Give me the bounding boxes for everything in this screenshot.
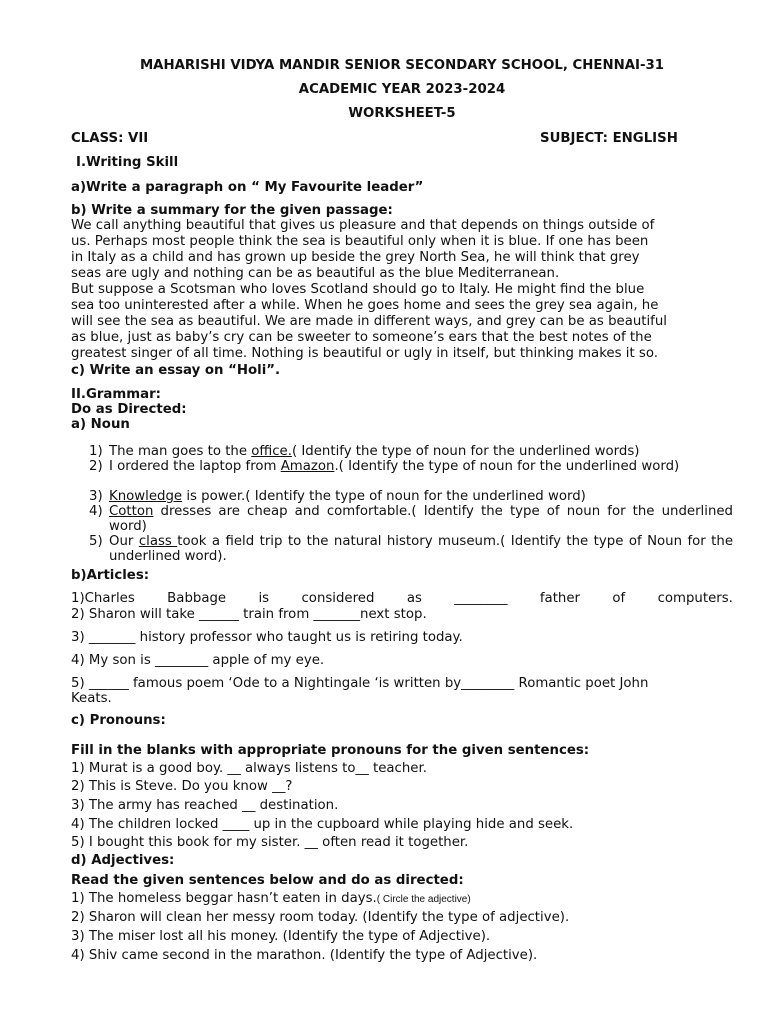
item-text: The man goes to the [109,444,252,459]
adjective-item: 2) Sharon will clean her messy room today. (Identify the type of adjective). [71,910,570,925]
item-note: ( Circle the adjective) [376,894,471,905]
adjectives-instruction: Read the given sentences below and do as directed: [71,873,464,888]
word: 1)Charles [71,591,135,606]
noun-heading: a) Noun [71,417,130,432]
passage-line: greatest singer of all time. Nothing is beautiful or ugly in itself, but thinking makes it so. [71,345,658,361]
word: Babbage [167,591,227,606]
grammar-subheading: Do as Directed: [71,402,187,417]
article-item-2: 2) Sharon will take ______ train from _______next stop. [71,607,427,622]
pronoun-item: 3) The army has reached __ destination. [71,798,339,813]
pronouns-instruction: Fill in the blanks with appropriate pronouns for the given sentences: [71,743,590,758]
passage-line: in Italy as a child and has grown up beside the grey North Sea, he will think that grey [71,249,640,265]
article-item-5: 5) ______ famous poem ‘Ode to a Nightingale ‘is written by________ Romantic poet John [71,676,649,691]
underlined-word: office. [251,444,292,459]
subject-label: SUBJECT: ENGLISH [540,131,678,146]
adjectives-heading: d) Adjectives: [71,853,175,868]
noun-item [89,444,733,459]
word: considered [301,591,375,606]
word: as [406,591,422,606]
item-instruction: dresses are cheap and comfortable.( Identify the type of noun for the underlined word) [109,504,733,534]
item-number: 5) [89,534,103,549]
article-item-3: 3) _______ history professor who taught us is retiring today. [71,630,463,645]
academic-year: ACADEMIC YEAR 2023-2024 [298,82,506,97]
article-item-1 [71,590,733,607]
item-instruction: .( Identify the type of noun for the underlined word) [334,459,680,474]
passage-paragraph-1 [71,218,733,282]
noun-item [89,534,733,564]
underlined-word: class [138,534,178,549]
pronoun-item: 5) I bought this book for my sister. __ often read it together. [71,835,469,850]
writing-task-a: a)Write a paragraph on “ My Favourite leader” [71,180,424,195]
adjective-item [71,890,471,908]
item-number: 3) [89,489,103,504]
item-instruction: ( Identify the type of noun for the underlined words) [291,444,640,459]
item-number: 2) [89,459,103,474]
class-label: CLASS: VII [71,131,149,146]
passage-line: But suppose a Scotsman who loves Scotland should go to Italy. He might find the blue [71,282,645,297]
item-instruction: is power.( Identify the type of noun for the underlined word) [182,489,586,504]
writing-heading: I.Writing Skill [76,155,179,170]
passage-paragraph-2 [71,282,733,362]
underlined-word: Cotton [109,504,154,519]
underlined-word: Knowledge [109,489,183,504]
word: is [258,591,270,606]
word: father [539,591,580,606]
pronoun-item: 1) Murat is a good boy. __ always listens to__ teacher. [71,761,427,776]
passage-line: will see the sea as beautiful. We are made in different ways, and grey can be as beautiful [71,313,667,329]
adjective-item: 3) The miser lost all his money. (Identify the type of Adjective). [71,929,491,944]
school-name: MAHARISHI VIDYA MANDIR SENIOR SECONDARY SCHOOL, CHENNAI-31 [139,58,665,73]
adjective-item: 4) Shiv came second in the marathon. (Identify the type of Adjective). [71,948,538,963]
item-text: 1) The homeless beggar hasn’t eaten in days. [71,891,377,906]
writing-task-c: c) Write an essay on “Holi”. [71,363,281,378]
item-text: Our [109,534,139,549]
item-number: 1) [89,444,103,459]
passage-line: We call anything beautiful that gives us pleasure and that depends on things outside of [71,218,655,233]
noun-item [89,504,733,534]
underlined-word: Amazon [280,459,335,474]
noun-item [89,459,733,474]
worksheet-page [71,0,733,1024]
article-item-5-cont: Keats. [71,691,112,706]
writing-task-b: b) Write a summary for the given passage: [71,203,393,218]
passage-line: seas are ugly and nothing can be as beautiful as the blue Mediterranean. [71,265,560,281]
passage-line: as blue, just as baby’s cry can be sweeter to someone’s ears that the best notes of the [71,329,652,345]
passage-line: sea too uninterested after a while. When he goes home and sees the grey sea again, he [71,297,659,313]
pronouns-heading: c) Pronouns: [71,713,166,728]
word: of [612,591,626,606]
word: computers. [657,591,733,606]
article-item-4: 4) My son is ________ apple of my eye. [71,653,325,668]
item-number: 4) [89,504,103,519]
noun-item [89,489,733,504]
item-instruction: took a field trip to the natural history museum.( Identify the type of Noun for the underlined word). [109,534,733,564]
worksheet-title: WORKSHEET-5 [348,106,456,121]
pronoun-item: 4) The children locked ____ up in the cupboard while playing hide and seek. [71,817,574,832]
blank: ________ [454,591,508,606]
pronoun-item: 2) This is Steve. Do you know __? [71,779,293,794]
passage-line: us. Perhaps most people think the sea is beautiful only when it is blue. If one has been [71,233,649,249]
grammar-heading: II.Grammar: [71,387,161,402]
item-text: I ordered the laptop from [109,459,281,474]
articles-heading: b)Articles: [71,568,150,583]
